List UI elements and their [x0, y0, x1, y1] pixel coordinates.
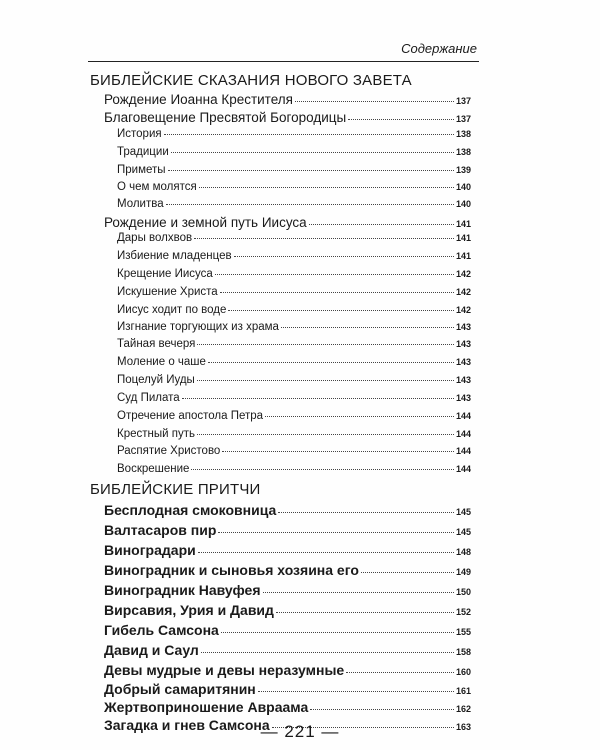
toc-entry-page: 144 [455, 411, 471, 421]
toc-entry-page: 142 [455, 269, 471, 279]
toc-subentry[interactable] [117, 463, 471, 475]
toc-entry[interactable] [104, 215, 471, 230]
section-heading-new-testament: БИБЛЕЙСКИЕ СКАЗАНИЯ НОВОГО ЗАВЕТА [90, 72, 412, 89]
toc-entry-page: 150 [455, 587, 471, 597]
toc-entry-page: 143 [455, 393, 471, 403]
toc-entry-page: 138 [455, 147, 471, 157]
toc-entry-title: Виноградник и сыновья хозяина его [104, 562, 359, 578]
toc-entry-title: Рождение Иоанна Крестителя [104, 92, 293, 107]
dot-leader [348, 118, 454, 120]
toc-subentry[interactable] [117, 392, 471, 404]
toc-entry-page: 163 [455, 722, 471, 732]
page-number: — 221 — [260, 722, 340, 741]
dot-leader [198, 551, 454, 553]
toc-entry-page: 149 [455, 567, 471, 577]
toc-entry-title: Вирсавия, Урия и Давид [104, 602, 274, 618]
dot-leader [208, 361, 454, 363]
toc-entry-page: 139 [455, 165, 471, 175]
dot-leader [278, 511, 454, 513]
toc-entry-title: Тайная вечеря [117, 338, 196, 350]
dot-leader [199, 186, 454, 188]
toc-entry-title: Отречение апостола Петра [117, 410, 264, 422]
dot-leader [197, 379, 454, 381]
running-header: Содержание [401, 41, 477, 56]
toc-entry-page: 148 [455, 547, 471, 557]
dot-leader [265, 415, 454, 417]
toc-entry-title: Гибель Самсона [104, 622, 219, 638]
toc-entry-page: 141 [455, 251, 471, 261]
dot-leader [182, 397, 454, 399]
toc-entry-title: Традиции [117, 146, 169, 158]
toc-entry[interactable] [104, 582, 471, 598]
toc-entry-title: Крещение Иисуса [117, 268, 213, 280]
dot-leader [194, 237, 454, 239]
dot-leader [197, 343, 454, 345]
toc-entry-title: Искушение Христа [117, 286, 218, 298]
toc-entry-title: Рождение и земной путь Иисуса [104, 215, 307, 230]
toc-entry-title: Загадка и гнев Самсона [104, 717, 270, 733]
toc-entry[interactable] [104, 542, 471, 558]
toc-entry[interactable] [104, 562, 471, 578]
toc-entry-title: Дары волхвов [117, 232, 193, 244]
dot-leader [310, 708, 454, 710]
toc-subentry[interactable] [117, 304, 471, 316]
dot-leader [295, 100, 454, 102]
toc-entry[interactable] [104, 92, 471, 107]
toc-entry-page: 142 [455, 287, 471, 297]
toc-entry[interactable] [104, 110, 471, 125]
dot-leader [166, 203, 454, 205]
toc-entry-page: 140 [455, 182, 471, 192]
toc-subentry[interactable] [117, 250, 471, 262]
dot-leader [220, 291, 454, 293]
toc-entry-title: Распятие Христово [117, 445, 221, 457]
toc-entry-page: 142 [455, 305, 471, 315]
toc-entry-page: 152 [455, 607, 471, 617]
dot-leader [164, 133, 454, 135]
toc-entry-page: 138 [455, 129, 471, 139]
toc-entry-page: 137 [455, 114, 471, 124]
dot-leader [234, 255, 454, 257]
section-heading-parables: БИБЛЕЙСКИЕ ПРИТЧИ [90, 481, 261, 498]
toc-entry-page: 144 [455, 446, 471, 456]
dot-leader [309, 223, 454, 225]
toc-entry-title: Молитва [117, 198, 164, 210]
toc-entry[interactable] [104, 642, 471, 658]
toc-entry[interactable] [104, 502, 471, 518]
toc-entry-title: История [117, 128, 162, 140]
toc-entry-page: 143 [455, 375, 471, 385]
toc-subentry[interactable] [117, 181, 471, 193]
toc-entry-page: 145 [455, 527, 471, 537]
toc-entry-page: 155 [455, 627, 471, 637]
toc-entry-title: Иисус ходит по воде [117, 304, 227, 316]
toc-entry-page: 143 [455, 339, 471, 349]
toc-entry-page: 158 [455, 647, 471, 657]
toc-entry[interactable] [104, 602, 471, 618]
dot-leader [171, 151, 454, 153]
toc-entry-page: 161 [455, 686, 471, 696]
dot-leader [191, 468, 454, 470]
toc-entry-page: 143 [455, 357, 471, 367]
dot-leader [361, 571, 454, 573]
toc-subentry[interactable] [117, 410, 471, 422]
toc-entry[interactable] [104, 622, 471, 638]
toc-entry-page: 144 [455, 429, 471, 439]
dot-leader [222, 450, 454, 452]
toc-subentry[interactable] [117, 428, 471, 440]
toc-entry-title: О чем молятся [117, 181, 197, 193]
toc-entry[interactable] [104, 699, 471, 715]
toc-subentry[interactable] [117, 445, 471, 457]
dot-leader [168, 169, 454, 171]
dot-leader [197, 433, 454, 435]
toc-entry-title: Крестный путь [117, 428, 195, 440]
toc-subentry[interactable] [117, 146, 471, 158]
dot-leader [201, 651, 454, 653]
toc-entry-page: 143 [455, 322, 471, 332]
dot-leader [263, 591, 454, 593]
toc-entry-page: 137 [455, 96, 471, 106]
dot-leader [218, 531, 454, 533]
toc-entry[interactable] [104, 662, 471, 678]
toc-entry-title: Приметы [117, 164, 166, 176]
toc-subentry[interactable] [117, 232, 471, 244]
dot-leader [221, 631, 454, 633]
toc-entry-title: Изгнание торгующих из храма [117, 321, 279, 333]
toc-subentry[interactable] [117, 128, 471, 140]
dot-leader [228, 309, 454, 311]
toc-entry-title: Виноградник Навуфея [104, 582, 261, 598]
toc-entry[interactable] [104, 681, 471, 697]
toc-subentry[interactable] [117, 338, 471, 350]
toc-entry-title: Воскрешение [117, 463, 190, 475]
toc-subentry[interactable] [117, 374, 471, 386]
toc-entry-title: Давид и Саул [104, 642, 199, 658]
dot-leader [281, 326, 454, 328]
toc-entry-title: Суд Пилата [117, 392, 180, 404]
toc-entry-page: 140 [455, 199, 471, 209]
toc-entry-page: 162 [455, 704, 471, 714]
toc-entry-title: Поцелуй Иуды [117, 374, 195, 386]
toc-subentry[interactable] [117, 198, 471, 210]
toc-subentry[interactable] [117, 286, 471, 298]
toc-entry-page: 160 [455, 667, 471, 677]
toc-entry-title: Добрый самаритянин [104, 681, 256, 697]
toc-entry-title: Валтасаров пир [104, 522, 217, 538]
toc-subentry[interactable] [117, 356, 471, 368]
dot-leader [258, 690, 454, 692]
dot-leader [276, 611, 454, 613]
toc-entry-title: Благовещение Пресвятой Богородицы [104, 110, 347, 125]
toc-entry-title: Девы мудрые и девы неразумные [104, 662, 345, 678]
dot-leader [215, 273, 454, 275]
header-rule [88, 61, 479, 62]
toc-entry[interactable] [104, 522, 471, 538]
toc-entry-page: 145 [455, 507, 471, 517]
dot-leader [346, 671, 454, 673]
toc-entry-page: 144 [455, 464, 471, 474]
toc-entry-page: 141 [455, 233, 471, 243]
toc-subentry[interactable] [117, 164, 471, 176]
toc-subentry[interactable] [117, 268, 471, 280]
toc-entry-title: Бесплодная смоковница [104, 502, 277, 518]
toc-entry-title: Избиение младенцев [117, 250, 232, 262]
toc-entry-title: Виноградари [104, 542, 196, 558]
toc-entry-title: Моление о чаше [117, 356, 206, 368]
toc-entry-page: 141 [455, 219, 471, 229]
toc-subentry[interactable] [117, 321, 471, 333]
toc-entry-title: Жертвоприношение Авраама [104, 699, 309, 715]
